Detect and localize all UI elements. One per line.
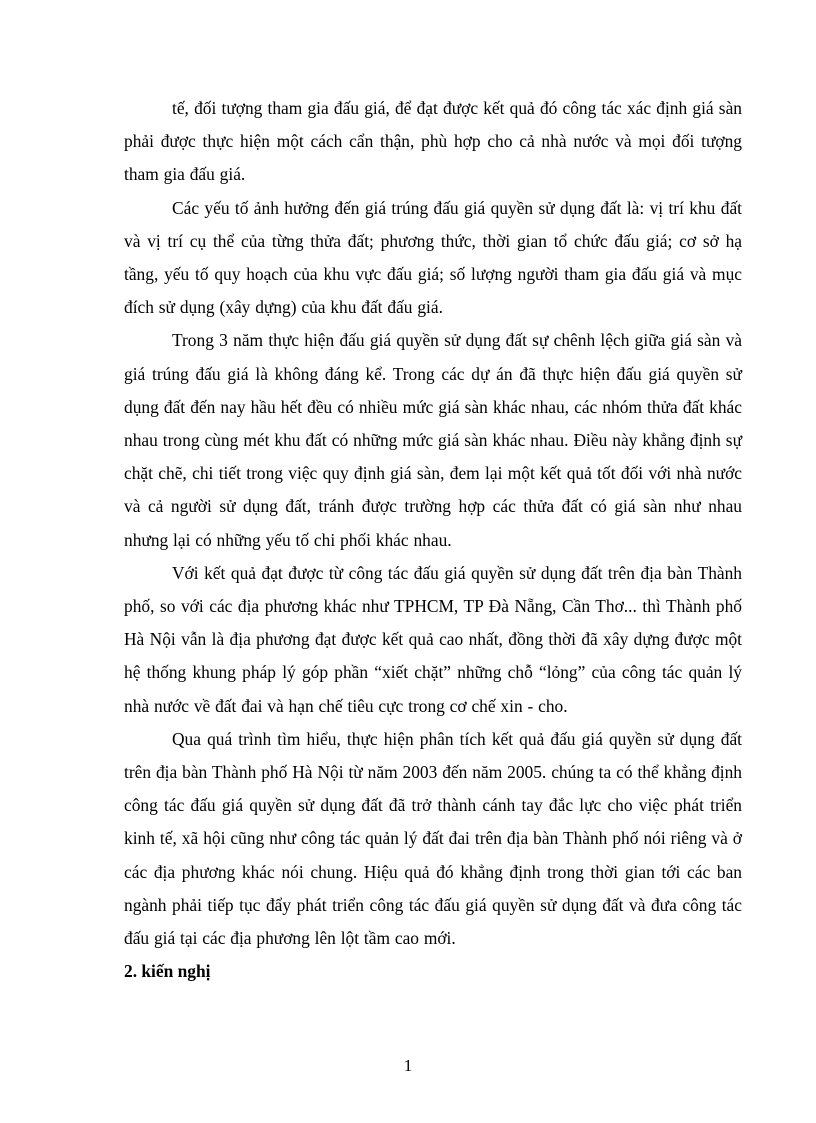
document-body xyxy=(124,92,742,988)
paragraph-4: Với kết quả đạt được từ công tác đấu giá quyền sử dụng đất trên địa bàn Thành phố, so với các địa phương khác như TPHCM, TP Đà Nẵng, Cần Thơ... thì Thành phố Hà Nội vẫn là địa phương đạt được kết quả cao nhất, đồng thời đã xây dựng được một hệ thống khung pháp lý góp phần “xiết chặt” những chỗ “lỏng” của công tác quản lý nhà nước về đất đai và hạn chế tiêu cực trong cơ chế xin - cho. xyxy=(124,562,742,716)
paragraph-5: Qua quá trình tìm hiểu, thực hiện phân tích kết quả đấu giá quyền sử dụng đất trên địa bàn Thành phố Hà Nội từ năm 2003 đến năm 2005. chúng ta có thể khẳng định công tác đấu giá quyền sử dụng đất đã trở thành cánh tay đắc lực cho việc phát triển kinh tế, xã hội cũng như công tác quản lý đất đai trên địa bàn Thành phố nói riêng và ở các địa phương khác nói chung. Hiệu quả đó khẳng định trong thời gian tới các ban ngành phải tiếp tục đẩy phát triển công tác đấu giá quyền sử dụng đất và đưa công tác đấu giá tại các địa phương lên lột tầm cao mới. xyxy=(124,728,742,949)
section-heading: 2. kiến nghị xyxy=(124,961,211,982)
paragraph-1: tế, đối tượng tham gia đấu giá, để đạt được kết quả đó công tác xác định giá sàn phải được thực hiện một cách cẩn thận, phù hợp cho cả nhà nước và mọi đối tượng tham gia đấu giá. xyxy=(124,98,742,185)
paragraph-3: Trong 3 năm thực hiện đấu giá quyền sử dụng đất sự chênh lệch giữa giá sàn và giá trúng đấu giá là không đáng kể. Trong các dự án đã thực hiện đấu giá quyền sử dụng đất đến nay hầu hết đều có nhiều mức giá sàn khác nhau, các nhóm thửa đất khác nhau trong cùng mét khu đất có những mức giá sàn khác nhau. Điều này khẳng định sự chặt chẽ, chi tiết trong việc quy định giá sàn, đem lại một kết quả tốt đối với nhà nước và cả người sử dụng đất, tránh được trường hợp các thửa đất có giá sàn như nhau nhưng lại có những yếu tố chi phối khác nhau. xyxy=(124,330,742,550)
paragraph-2: Các yếu tố ảnh hưởng đến giá trúng đấu giá quyền sử dụng đất là: vị trí khu đất và vị trí cụ thể của từng thửa đất; phương thức, thời gian tổ chức đấu giá; cơ sở hạ tầng, yếu tố quy hoạch của khu vực đấu giá; số lượng người tham gia đấu giá và mục đích sử dụng (xây dựng) của khu đất đấu giá. xyxy=(124,197,742,318)
page-number: 1 xyxy=(403,1056,413,1075)
